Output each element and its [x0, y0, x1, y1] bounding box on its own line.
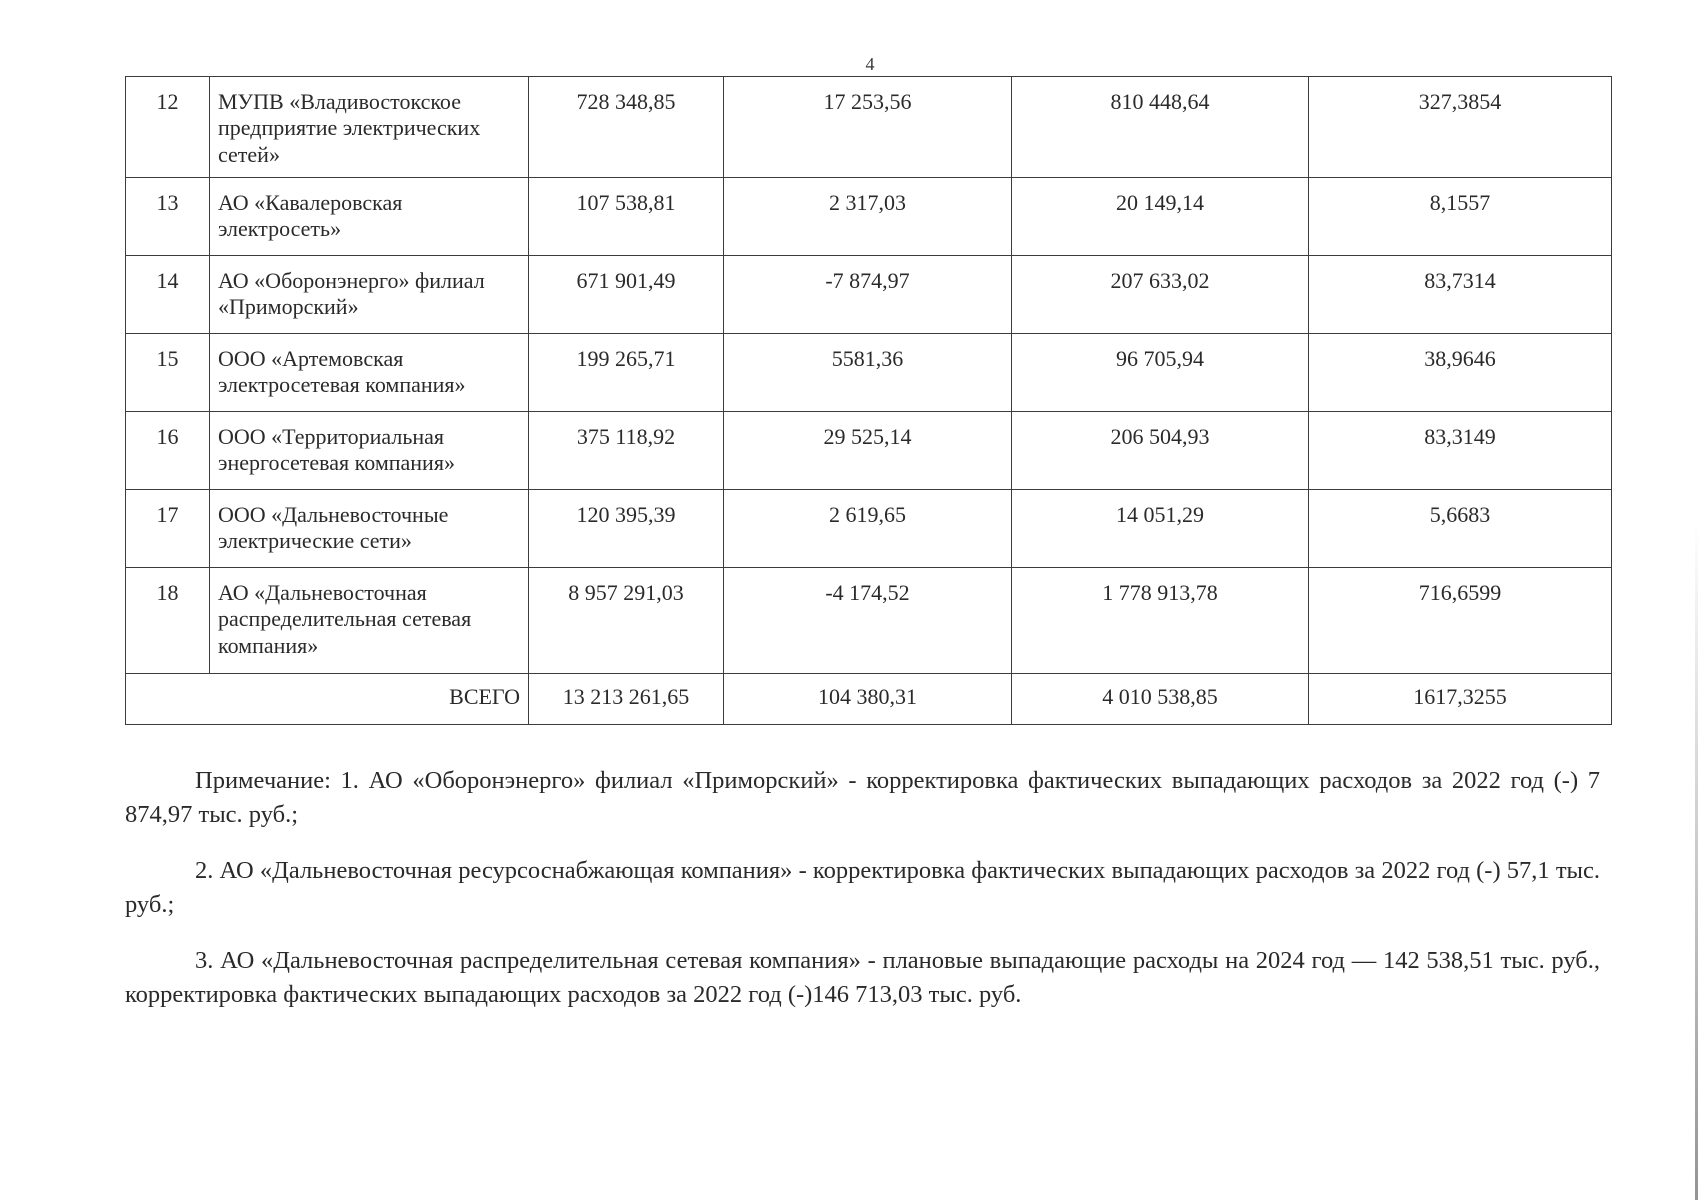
- row-number: 18: [126, 568, 210, 674]
- value-cell: 120 395,39: [529, 490, 724, 568]
- value-cell: 96 705,94: [1012, 334, 1309, 412]
- value-cell: 5581,36: [724, 334, 1012, 412]
- total-value: 13 213 261,65: [529, 674, 724, 725]
- note-paragraph: 2. АО «Дальневосточная ресурсоснабжающая компания» - корректировка фактических выпадающих расходов за 2022 год (-) 57,1 тыс. руб.;: [125, 857, 1600, 918]
- value-cell: 375 118,92: [529, 412, 724, 490]
- value-cell: 327,3854: [1309, 77, 1612, 178]
- value-cell: 29 525,14: [724, 412, 1012, 490]
- total-label: ВСЕГО: [126, 674, 529, 725]
- value-cell: 20 149,14: [1012, 178, 1309, 256]
- value-cell: 671 901,49: [529, 256, 724, 334]
- table-row: [126, 77, 1612, 178]
- value-cell: 206 504,93: [1012, 412, 1309, 490]
- value-cell: 716,6599: [1309, 568, 1612, 674]
- organization-name: ООО «Территориальная энергосетевая компания»: [210, 412, 529, 490]
- value-cell: 83,7314: [1309, 256, 1612, 334]
- value-cell: 8 957 291,03: [529, 568, 724, 674]
- organization-name: АО «Кавалеровская электросеть»: [210, 178, 529, 256]
- row-number: 17: [126, 490, 210, 568]
- data-table: [125, 76, 1612, 725]
- row-number: 16: [126, 412, 210, 490]
- table-row: [126, 334, 1612, 412]
- row-number: 12: [126, 77, 210, 178]
- table-row: [126, 256, 1612, 334]
- row-number: 13: [126, 178, 210, 256]
- total-row: [126, 674, 1612, 725]
- table-row: [126, 490, 1612, 568]
- total-value: 104 380,31: [724, 674, 1012, 725]
- row-number: 14: [126, 256, 210, 334]
- value-cell: 2 619,65: [724, 490, 1012, 568]
- value-cell: 1 778 913,78: [1012, 568, 1309, 674]
- value-cell: 5,6683: [1309, 490, 1612, 568]
- value-cell: -7 874,97: [724, 256, 1012, 334]
- value-cell: 2 317,03: [724, 178, 1012, 256]
- organization-name: ООО «Дальневосточные электрические сети»: [210, 490, 529, 568]
- value-cell: -4 174,52: [724, 568, 1012, 674]
- notes-section: [125, 764, 1600, 1034]
- value-cell: 207 633,02: [1012, 256, 1309, 334]
- value-cell: 199 265,71: [529, 334, 724, 412]
- value-cell: 38,9646: [1309, 334, 1612, 412]
- table-row: [126, 568, 1612, 674]
- row-number: 15: [126, 334, 210, 412]
- value-cell: 14 051,29: [1012, 490, 1309, 568]
- organization-name: АО «Оборонэнерго» филиал «Приморский»: [210, 256, 529, 334]
- total-value: 1617,3255: [1309, 674, 1612, 725]
- organization-name: АО «Дальневосточная распределительная сетевая компания»: [210, 568, 529, 674]
- table-row: [126, 412, 1612, 490]
- total-value: 4 010 538,85: [1012, 674, 1309, 725]
- page-number: 4: [865, 54, 875, 74]
- value-cell: 810 448,64: [1012, 77, 1309, 178]
- table-row: [126, 178, 1612, 256]
- value-cell: 8,1557: [1309, 178, 1612, 256]
- value-cell: 83,3149: [1309, 412, 1612, 490]
- note-paragraph: 3. АО «Дальневосточная распределительная сетевая компания» - плановые выпадающие расходы на 2024 год — 142 538,51 тыс. руб., корректировка фактических выпадающих расходов за 2022 год (-)146 713,03 тыс. руб.: [125, 947, 1600, 1008]
- organization-name: МУПВ «Владивостокское предприятие электрических сетей»: [210, 77, 529, 178]
- value-cell: 17 253,56: [724, 77, 1012, 178]
- value-cell: 107 538,81: [529, 178, 724, 256]
- organization-name: ООО «Артемовская электросетевая компания»: [210, 334, 529, 412]
- note-paragraph: Примечание: 1. АО «Оборонэнерго» филиал «Приморский» - корректировка фактических выпадающих расходов за 2022 год (-) 7 874,97 тыс. руб.;: [125, 767, 1600, 828]
- value-cell: 728 348,85: [529, 77, 724, 178]
